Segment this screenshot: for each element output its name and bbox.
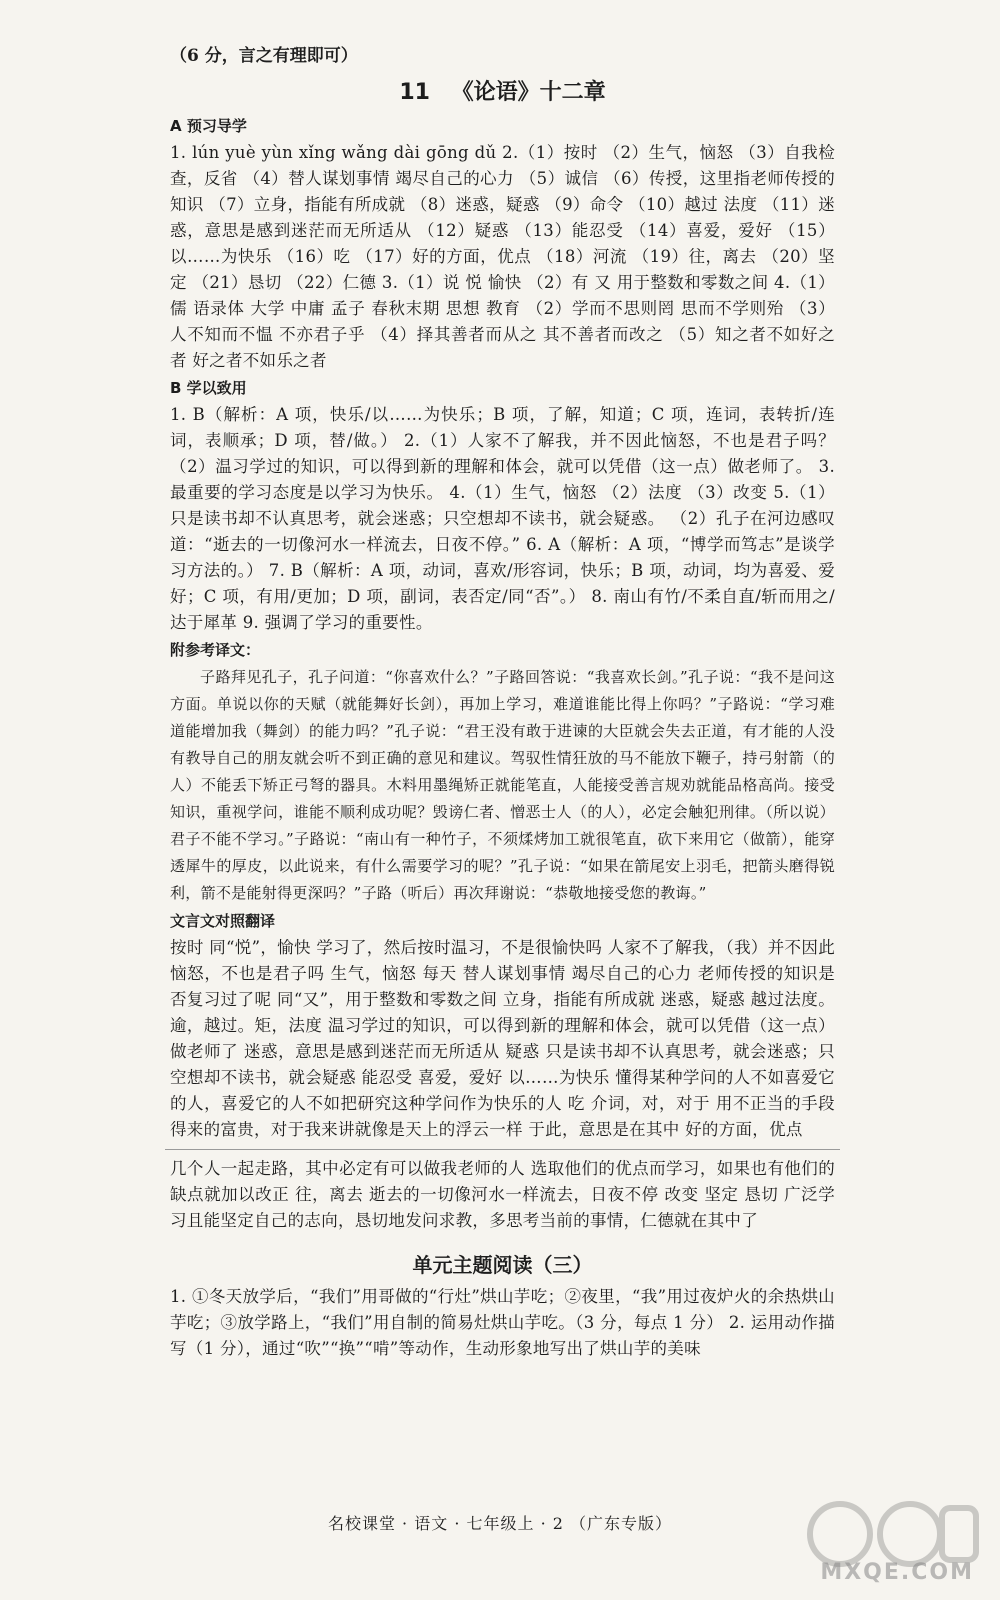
classical-translation-text-1: 按时 同“悦”，愉快 学习了，然后按时温习，不是很愉快吗 人家不了解我，（我）并不因此恼怒，不也是君子吗 生气，恼怒 每天 替人谋划事情 竭尽自己的心力 老师传授的知识是否复习过了呢 同“又”，用于整数和零数之间 立身，指能有所成就 迷惑，疑惑 越过法度。逾，越过。矩，法度 温习学过的知识，可以得到新的理解和体会，就可以凭借（这一点）做老师了 迷惑，意思是感到迷茫而无所适从 疑惑 只是读书却不认真思考，就会迷惑；只空想却不读书，就会疑惑 能忍受 喜爱，爱好 以……为快乐 懂得某种学问的人不如喜爱它的人，喜爱它的人不如把研究这种学问作为快乐的人 吃 介词，对，对于 用不正当的手段得来的富贵，对于我来讲就像是天上的浮云一样 于此，意思是在其中 好的方面，优点 bbox=[170, 938, 835, 1139]
section-b-answers: 1. B（解析：A 项，快乐/以……为快乐；B 项，了解，知道；C 项，连词，表转折/连词，表顺承；D 项，替/做。） 2.（1）人家不了解我，并不因此恼怒，不也是君子吗？ （2）温习学过的知识，可以得到新的理解和体会，就可以凭借（这一点）做老师了。 3. 最重要的学习态度是以学习为快乐。 4.（1）生气，恼怒 （2）法度 （3）改变 5.（1）只是读书却不认真思考，就会迷惑；只空想却不读书，就会疑惑。 （2）孔子在河边感叹道：“逝去的一切像河水一样流去，日夜不停。” 6. A（解析：A 项，“博学而笃志”是谈学习方法的。） 7. B（解析：A 项，动词，喜欢/形容词，快乐；B 项，动词，均为喜爱、爱好；C 项，有用/更加；D 项，副词，表否定/同“否”。） 8. 南山有竹/不柔自直/斩而用之/达于犀革 9. 强调了学习的重要性。 bbox=[170, 405, 835, 632]
classical-translation-heading: 文言文对照翻译 bbox=[170, 912, 276, 930]
section-a-heading: A 预习导学 bbox=[170, 117, 247, 135]
scan-divider-line bbox=[165, 1149, 840, 1150]
chapter-title bbox=[170, 78, 835, 108]
reference-translation-text: 子路拜见孔子，孔子问道：“你喜欢什么？”子路回答说：“我喜欢长剑。”孔子说：“我不是问这方面。单说以你的天赋（就能舞好长剑），再加上学习，难道谁能比得上你吗？”子路说：“学习难道能增加我（舞剑）的能力吗？”孔子说：“君王没有敢于进谏的大臣就会失去正道，有才能的人没有教导自己的朋友就会听不到正确的意见和建议。驾驭性情狂放的马不能放下鞭子，持弓射箭（的人）不能丢下矫正弓弩的器具。木料用墨绳矫正就能笔直，人能接受善言规劝就能品格高尚。接受知识，重视学问，谁能不顺利成功呢？毁谤仁者、憎恶士人（的人），必定会触犯刑律。（所以说）君子不能不学习。”子路说：“南山有一种竹子，不须煣烤加工就很笔直，砍下来用它（做箭），能穿透犀牛的厚皮，以此说来，有什么需要学习的呢？”孔子说：“如果在箭尾安上羽毛，把箭头磨得锐利，箭不是能射得更深吗？”子路（听后）再次拜谢说：“恭敬地接受您的教诲。” bbox=[170, 668, 835, 902]
page-footer: 名校课堂 · 语文 · 七年级上 · 2 （广东专版） bbox=[327, 1514, 673, 1533]
section-a-answers: 1. lún yuè yùn xǐng wǎng dài gōng dǔ 2.（1）按时 （2）生气，恼怒 （3）自我检查，反省 （4）替人谋划事情 竭尽自己的心力 （5）诚信 （6）传授，这里指老师传授的知识 （7）立身，指能有所成就 （8）迷惑，疑惑 （9）命令 （10）越过 法度 （11）迷惑，意思是感到迷茫而无所适从 （12）疑惑 （13）能忍受 （14）喜爱，爱好 （15）以……为快乐 （16）吃 （17）好的方面，优点 （18）河流 （19）往，离去 （20）坚定 （21）恳切 （22）仁德 3.（1）说 悦 愉快 （2）有 又 用于整数和零数之间 4.（1）儒 语录体 大学 中庸 孟子 春秋末期 思想 教育 （2）学而不思则罔 思而不学则殆 （3）人不知而不愠 不亦君子乎 （4）择其善者而从之 其不善者而改之 （5）知之者不如好之者 好之者不如乐之者 bbox=[170, 143, 835, 370]
reference-translation-heading: 附参考译文： bbox=[170, 641, 261, 659]
chapter-name: 《论语》十二章 bbox=[451, 80, 606, 105]
classical-translation-text-2: 几个人一起走路，其中必定有可以做我老师的人 选取他们的优点而学习，如果也有他们的缺点就加以改正 往，离去 逝去的一切像河水一样流去，日夜不停 改变 坚定 恳切 广泛学习且能坚定自己的志向，恳切地发问求教，多思考当前的事情，仁德就在其中了 bbox=[170, 1159, 835, 1230]
unit-reading-title: 单元主题阅读（三） bbox=[412, 1253, 593, 1277]
unit-reading-answers: 1. ①冬天放学后，“我们”用哥做的“行灶”烘山芋吃；②夜里，“我”用过夜炉火的余热烘山芋吃；③放学路上，“我们”用自制的简易灶烘山芋吃。（3 分，每点 1 分） 2. 运用动作描写（1 分），通过“吹”“换”“啃”等动作，生动形象地写出了烘山芋的美味 bbox=[170, 1287, 835, 1358]
section-b-heading: B 学以致用 bbox=[170, 379, 247, 397]
watermark-site-text: MXQE.COM bbox=[820, 1560, 974, 1585]
top-note: （6 分，言之有理即可） bbox=[170, 46, 358, 66]
chapter-number: 11 bbox=[399, 80, 430, 105]
